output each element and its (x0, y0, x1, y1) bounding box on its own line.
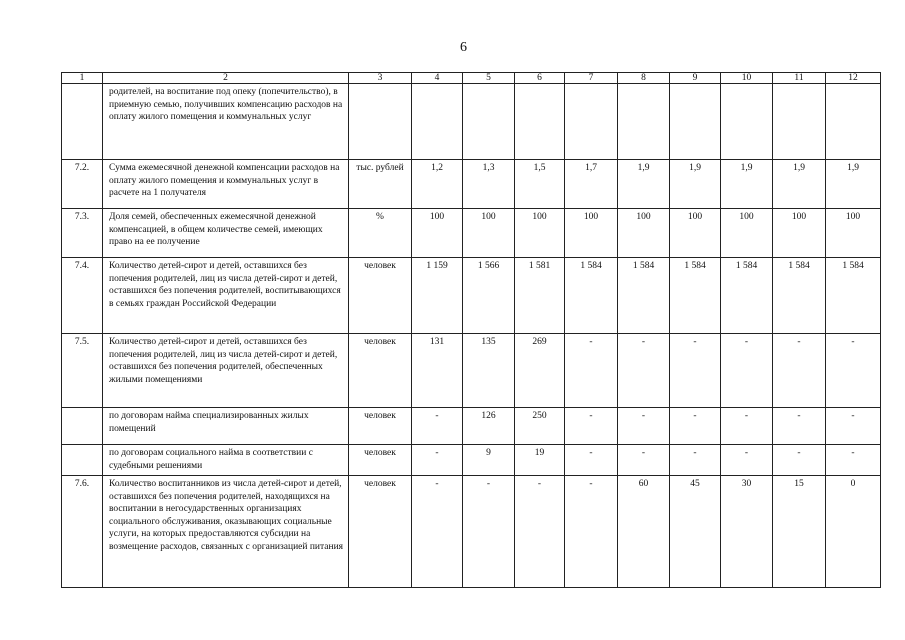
row-value (618, 84, 670, 160)
table-row (62, 334, 881, 408)
row-unit: тыс. рублей (349, 160, 412, 209)
row-value: - (670, 408, 721, 445)
header-row (62, 73, 881, 84)
row-value: - (565, 334, 618, 408)
row-value: - (618, 334, 670, 408)
row-value: - (670, 445, 721, 476)
row-value (826, 84, 881, 160)
row-value: - (773, 408, 826, 445)
column-header: 8 (618, 73, 670, 84)
row-value: 100 (773, 209, 826, 258)
row-value: - (773, 334, 826, 408)
column-header: 2 (103, 73, 349, 84)
row-description: Количество детей-сирот и детей, оставшихся без попечения родителей, лиц из числа детей-сирот и детей, оставшихся без попечения родителей, обеспеченных жилыми помещениями (103, 334, 349, 408)
row-value: 250 (515, 408, 565, 445)
row-description: родителей, на воспитание под опеку (попечительство), в приемную семью, получивших компенсацию расходов на оплату жилого помещения и коммунальных услуг (103, 84, 349, 160)
row-number: 7.5. (62, 334, 103, 408)
row-value (412, 84, 463, 160)
page-number: 6 (460, 40, 467, 55)
row-number: 7.3. (62, 209, 103, 258)
row-description: Количество детей-сирот и детей, оставшихся без попечения родителей, лиц из числа детей-сирот и детей, оставшихся без попечения родителей, воспитывающихся в семьях граждан Российской Федерации (103, 258, 349, 334)
row-value: - (670, 334, 721, 408)
table-row (62, 445, 881, 476)
table-row (62, 160, 881, 209)
row-value: 100 (670, 209, 721, 258)
row-unit: % (349, 209, 412, 258)
row-value: 9 (463, 445, 515, 476)
column-header: 11 (773, 73, 826, 84)
row-value: - (721, 334, 773, 408)
row-number: 7.4. (62, 258, 103, 334)
row-description: Доля семей, обеспеченных ежемесячной денежной компенсацией, в общем количестве семей, имеющих право на ее получение (103, 209, 349, 258)
row-number (62, 84, 103, 160)
column-header: 10 (721, 73, 773, 84)
row-value (721, 84, 773, 160)
row-value: 1,5 (515, 160, 565, 209)
row-description: по договорам социального найма в соответствии с судебными решениями (103, 445, 349, 476)
row-description: Количество воспитанников из числа детей-сирот и детей, оставшихся без попечения родителей, находящихся на воспитании в негосударственных организациях социального обслуживания, оказывающих социальные услуги, на которых предоставляются субсидии на возмещение расходов, связанных с организацией питания (103, 476, 349, 588)
table-row (62, 258, 881, 334)
row-value: 1,9 (721, 160, 773, 209)
row-value: 126 (463, 408, 515, 445)
column-header: 4 (412, 73, 463, 84)
row-value: 1 581 (515, 258, 565, 334)
row-value: - (565, 408, 618, 445)
row-value: - (721, 408, 773, 445)
column-header: 1 (62, 73, 103, 84)
row-value: 131 (412, 334, 463, 408)
column-header: 5 (463, 73, 515, 84)
table-row (62, 408, 881, 445)
row-value: 100 (412, 209, 463, 258)
row-value: 1 584 (618, 258, 670, 334)
row-value: 1,9 (618, 160, 670, 209)
column-header: 3 (349, 73, 412, 84)
row-number (62, 445, 103, 476)
row-value: - (773, 445, 826, 476)
row-value: - (565, 476, 618, 588)
row-value: 1,9 (670, 160, 721, 209)
row-value: 135 (463, 334, 515, 408)
row-value: - (826, 408, 881, 445)
row-value (565, 84, 618, 160)
row-value: 30 (721, 476, 773, 588)
row-description: по договорам найма специализированных жилых помещений (103, 408, 349, 445)
row-value: - (515, 476, 565, 588)
row-value (670, 84, 721, 160)
row-number: 7.2. (62, 160, 103, 209)
row-value: 100 (565, 209, 618, 258)
table-row (62, 84, 881, 160)
row-value: 1 584 (773, 258, 826, 334)
column-header: 6 (515, 73, 565, 84)
row-value: 100 (463, 209, 515, 258)
row-value: 19 (515, 445, 565, 476)
row-value: - (412, 408, 463, 445)
row-unit: человек (349, 334, 412, 408)
row-value: - (565, 445, 618, 476)
indicators-table (61, 72, 881, 588)
row-value (773, 84, 826, 160)
row-value: 100 (826, 209, 881, 258)
row-unit: человек (349, 408, 412, 445)
row-value: 1,2 (412, 160, 463, 209)
row-value (515, 84, 565, 160)
row-unit: человек (349, 445, 412, 476)
row-value: 100 (721, 209, 773, 258)
row-value: 269 (515, 334, 565, 408)
row-value: 1,9 (773, 160, 826, 209)
row-value: - (412, 445, 463, 476)
row-unit (349, 84, 412, 160)
row-value: 0 (826, 476, 881, 588)
row-value: 100 (618, 209, 670, 258)
row-value: 1 584 (565, 258, 618, 334)
row-number (62, 408, 103, 445)
row-value (463, 84, 515, 160)
table-row (62, 476, 881, 588)
row-value: - (618, 445, 670, 476)
row-value: 1,3 (463, 160, 515, 209)
row-number: 7.6. (62, 476, 103, 588)
row-value: 1 584 (826, 258, 881, 334)
row-value: 100 (515, 209, 565, 258)
row-value: 45 (670, 476, 721, 588)
row-value: 1,9 (826, 160, 881, 209)
row-value: - (826, 445, 881, 476)
row-value: 1 584 (670, 258, 721, 334)
row-value: 60 (618, 476, 670, 588)
column-header: 12 (826, 73, 881, 84)
row-value: 15 (773, 476, 826, 588)
row-unit: человек (349, 476, 412, 588)
row-value: - (463, 476, 515, 588)
row-value: - (826, 334, 881, 408)
row-description: Сумма ежемесячной денежной компенсации расходов на оплату жилого помещения и коммунальных услуг в расчете на 1 получателя (103, 160, 349, 209)
row-unit: человек (349, 258, 412, 334)
row-value: 1,7 (565, 160, 618, 209)
row-value: 1 159 (412, 258, 463, 334)
row-value: 1 584 (721, 258, 773, 334)
table-row (62, 209, 881, 258)
column-header: 7 (565, 73, 618, 84)
column-header: 9 (670, 73, 721, 84)
row-value: - (412, 476, 463, 588)
row-value: 1 566 (463, 258, 515, 334)
row-value: - (618, 408, 670, 445)
row-value: - (721, 445, 773, 476)
